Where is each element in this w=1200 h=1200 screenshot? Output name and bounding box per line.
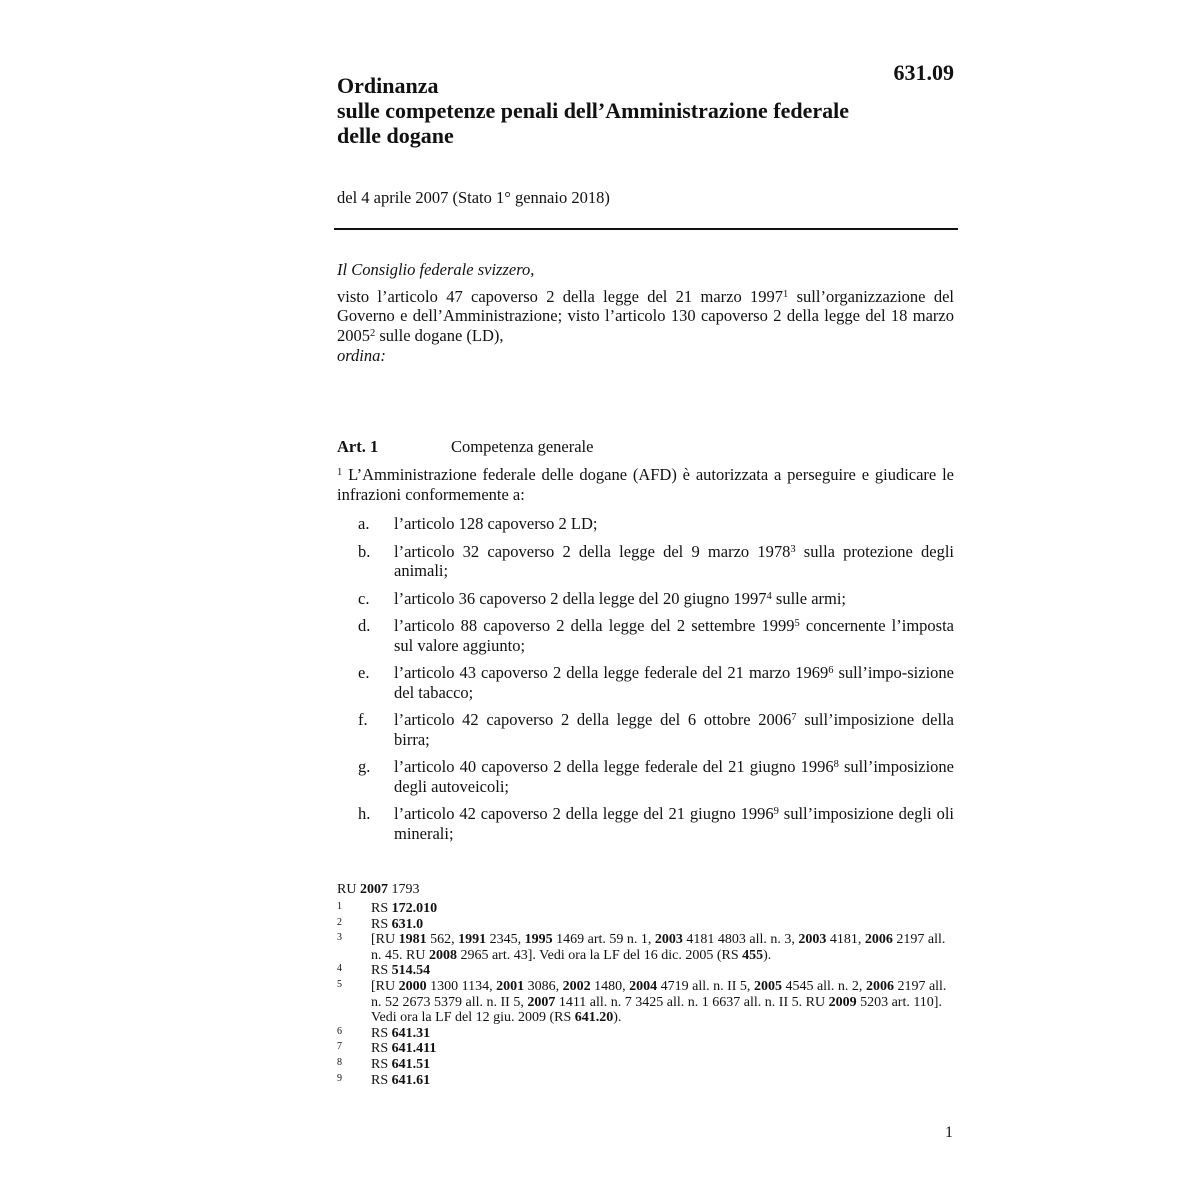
footnote-ref: 4	[766, 590, 772, 602]
paragraph-marker: 1	[337, 467, 343, 478]
list-item-text	[394, 542, 954, 581]
footnote-text: RS	[371, 1072, 392, 1088]
footnote	[337, 1041, 953, 1057]
list-item-text: sull’imposizione degli autoveicoli;	[394, 757, 954, 796]
list-item-letter: d.	[358, 616, 371, 635]
footnote-text: 1480,	[590, 978, 630, 994]
footnote-bold: 2006	[865, 978, 894, 994]
footnote-bold: 455	[742, 947, 764, 963]
footnote	[337, 901, 953, 917]
footnote-bold: 2002	[562, 978, 591, 994]
article-number: Art. 1	[337, 437, 379, 456]
list-item-text: l’articolo 88 capoverso 2 della legge del 2 settembre 1999	[394, 616, 795, 635]
list-item-text: l’articolo 43 capoverso 2 della legge federale del 21 marzo 1969	[394, 663, 829, 682]
list-item-text: concernente l’imposta sul valore aggiunto;	[394, 616, 955, 655]
list-item-text	[394, 616, 954, 655]
footnote	[337, 1057, 953, 1073]
preamble-text	[337, 287, 954, 346]
list-item	[337, 710, 954, 749]
footnote-text: [RU	[371, 978, 399, 994]
footnote-bold: 2008	[428, 947, 457, 963]
footnote-number: 5	[337, 978, 342, 990]
ru-reference-text: 1793	[387, 882, 420, 897]
article-letter-list	[337, 514, 954, 851]
footnote-number: 6	[337, 1025, 342, 1037]
footnote-text: RS	[371, 1025, 392, 1041]
footnote-bold: 641.51	[391, 1056, 431, 1072]
list-item-text	[394, 589, 954, 609]
page-number: 1	[945, 1124, 953, 1141]
list-item-letter: a.	[358, 514, 370, 533]
list-item-text	[394, 757, 954, 796]
list-item-text: sull’imposizione della birra;	[394, 710, 954, 749]
footnote-bold: 1981	[398, 932, 427, 948]
list-item-text	[394, 710, 954, 749]
list-item-text: sulla protezione degli animali;	[394, 541, 954, 580]
list-item-letter: e.	[358, 663, 370, 682]
footnote-text: ).	[613, 1010, 622, 1026]
list-item	[337, 757, 954, 796]
footnote-text: 562,	[426, 932, 459, 948]
list-item-text: l’articolo 42 capoverso 2 della legge del 6 ottobre 2006	[394, 710, 792, 729]
footnote-bold: 641.20	[574, 1010, 614, 1026]
footnote-text: RS	[371, 963, 392, 979]
footnote-text	[371, 932, 953, 963]
list-item	[337, 616, 954, 655]
footnote-bold: 2007	[527, 994, 556, 1010]
footnote-bold: 2000	[398, 978, 427, 994]
footnote	[337, 1026, 953, 1042]
footnote-ref: 9	[773, 806, 779, 817]
footnote	[337, 963, 953, 979]
list-item	[337, 804, 954, 843]
preamble-authority: Il Consiglio federale svizzero,	[337, 260, 535, 279]
footnote	[337, 979, 953, 1026]
footnote-text	[371, 917, 953, 933]
ru-reference-text: RU	[337, 882, 360, 897]
footnote-bold: 1995	[524, 932, 553, 948]
preamble-text-segment: sulle dogane (LD),	[375, 325, 504, 345]
footnote-number: 7	[337, 1041, 342, 1053]
footnote-text: RS	[371, 1056, 392, 1072]
list-item	[337, 542, 954, 581]
footnote-bold: 641.31	[391, 1025, 431, 1041]
footnote-ref: 6	[828, 665, 834, 676]
footnote-text: [RU	[371, 932, 399, 948]
sr-number: 631.09	[893, 60, 954, 85]
footnote-text: RS	[371, 901, 392, 916]
title-line: delle dogane	[337, 123, 454, 148]
list-item-letter: g.	[358, 757, 371, 776]
page-title	[337, 73, 937, 148]
footnote-text: 4181 4803 all. n. 3,	[682, 932, 799, 948]
footnote-text	[371, 963, 953, 979]
footnote-text: 1469 art. 59 n. 1,	[552, 932, 655, 948]
list-item-text: l’articolo 128 capoverso 2 LD;	[394, 514, 598, 533]
footnote-text	[371, 1073, 953, 1089]
footnote-text: 5203 art. 110]. Vedi ora la LF del 12 giu. 2009 (RS	[371, 994, 942, 1026]
list-item-text	[394, 514, 954, 534]
footnote	[337, 1073, 953, 1089]
footnote-text: 2965 art. 43]. Vedi ora la LF del 16 dic. 2005 (RS	[456, 947, 743, 963]
footnote-number: 1	[337, 901, 342, 912]
preamble-text-segment: visto l’articolo 47 capoverso 2 della legge del 21 marzo 1997	[337, 286, 784, 306]
footnote-text: 1300 1134,	[426, 978, 497, 994]
footnote-number: 4	[337, 963, 342, 975]
list-item	[337, 663, 954, 702]
footnote-text	[371, 1041, 953, 1057]
list-item-letter: h.	[358, 804, 371, 823]
footnote-bold: 641.61	[391, 1072, 431, 1088]
article-title: Competenza generale	[451, 437, 594, 456]
footnote-text: 2197 all. n. 45. RU	[371, 932, 946, 963]
footnote-text: RS	[371, 916, 392, 932]
footnote-text: 4181,	[826, 932, 865, 948]
footnote-bold: 172.010	[391, 901, 438, 916]
footnote-text: 2345,	[486, 932, 525, 948]
footnote-text	[371, 1057, 953, 1073]
footnote-text: 4545 all. n. 2,	[781, 978, 866, 994]
footnote-text	[371, 1026, 953, 1042]
footnote-bold: 2006	[864, 932, 893, 948]
footnote-bold: 514.54	[391, 963, 431, 979]
list-item-text: sulle armi;	[771, 588, 847, 608]
footnote-text: 3086,	[524, 978, 563, 994]
footnote-bold: 2004	[629, 978, 658, 994]
paragraph-text: L’Amministrazione federale delle dogane (AFD) è autorizzata a perseguire e giudicare le infrazioni conformemente a:	[337, 465, 954, 504]
article-paragraph	[337, 465, 954, 504]
document-date: del 4 aprile 2007 (Stato 1° gennaio 2018)	[337, 188, 610, 207]
footnotes	[337, 901, 953, 1088]
title-line: Ordinanza	[337, 73, 439, 98]
footnote-number: 2	[337, 916, 342, 928]
footnote-text: ).	[763, 947, 772, 963]
footnote-text	[371, 901, 953, 917]
preamble-ordina: ordina:	[337, 346, 386, 365]
list-item-text: sull’imposizione degli oli minerali;	[394, 804, 954, 843]
list-item-text: l’articolo 42 capoverso 2 della legge del 21 giugno 1996	[394, 804, 774, 823]
preamble-text-segment: sull’organizzazione del Governo e dell’Amministrazione; visto l’articolo 130 capoverso 2 della legge del 18 marzo 2005	[337, 286, 954, 345]
footnote-text	[371, 979, 953, 1026]
footnote-text: 4719 all. n. II 5,	[657, 978, 754, 994]
ru-reference-bold: 2007	[359, 882, 388, 897]
footnote-ref: 2	[370, 327, 376, 339]
footnote-number: 3	[337, 932, 342, 944]
preamble	[337, 260, 954, 366]
list-item	[337, 589, 954, 609]
list-item-letter: c.	[358, 588, 370, 608]
ru-reference	[337, 882, 419, 898]
footnote-bold: 1991	[458, 932, 487, 948]
list-item-letter: b.	[358, 541, 371, 561]
footnote-text: RS	[371, 1041, 392, 1057]
footnote-number: 9	[337, 1072, 342, 1084]
footnote-bold: 2003	[654, 932, 683, 948]
footnote-bold: 641.411	[391, 1041, 437, 1057]
footnote	[337, 932, 953, 963]
header-divider	[334, 228, 958, 230]
footnote-bold: 2001	[496, 978, 525, 994]
list-item-text: l’articolo 32 capoverso 2 della legge del 9 marzo 1978	[394, 541, 791, 561]
footnote	[337, 917, 953, 933]
footnote-ref: 1	[783, 288, 789, 300]
list-item-text	[394, 804, 954, 843]
footnote-bold: 2009	[828, 994, 857, 1010]
footnote-ref: 3	[790, 543, 796, 555]
footnote-ref: 8	[833, 759, 839, 770]
footnote-ref: 7	[791, 712, 797, 723]
footnote-bold: 631.0	[391, 916, 424, 932]
footnote-bold: 2005	[753, 978, 782, 994]
article-heading	[337, 437, 593, 457]
list-item-text: l’articolo 40 capoverso 2 della legge federale del 21 giugno 1996	[394, 757, 834, 776]
footnote-bold: 2003	[798, 932, 827, 948]
footnote-text: 2197 all. n. 52 2673 5379 all. n. II 5,	[371, 978, 947, 1010]
list-item-letter: f.	[358, 710, 368, 729]
footnote-number: 8	[337, 1056, 342, 1068]
title-line: sulle competenze penali dell’Amministrazione federale	[337, 98, 850, 123]
list-item-text: l’articolo 36 capoverso 2 della legge del 20 giugno 1997	[394, 588, 767, 608]
footnote-ref: 5	[794, 618, 800, 629]
list-item-text	[394, 663, 954, 702]
footnote-text: 1411 all. n. 7 3425 all. n. 1 6637 all. n. II 5. RU	[555, 994, 829, 1010]
list-item	[337, 514, 954, 534]
list-item-text: sull’impo-sizione del tabacco;	[394, 663, 954, 702]
